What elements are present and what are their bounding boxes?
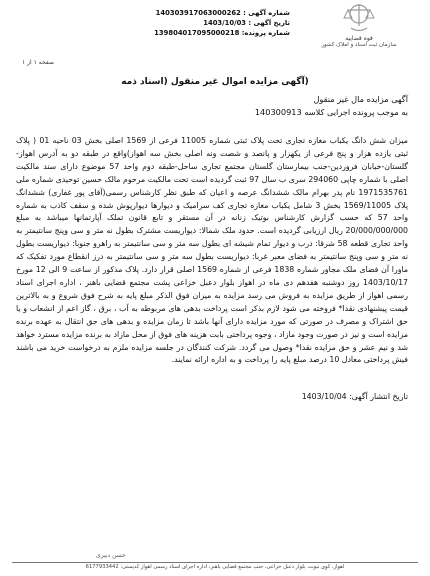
notice-number-label: شماره آگهی : xyxy=(243,9,290,17)
footer-address: اهواز، کوی نبوت، بلوار دعبل خزاعی، جنب مجتمع قضایی باهنر، اداره اجرای اسناد رسمی اهواز کدپستی: 6177933442 xyxy=(85,564,345,570)
notice-number: 140303917063000262 xyxy=(155,9,241,17)
body-paragraph: میزان شش دانگ یکباب مغازه تجاری تحت پلاک ثبتی شماره 11005 فرعی از 1569 اصلی بخش 03 ناحیه 01 ( پلاک ثبتی یازده هزار و پنج فرعی از یکهزار و پانصد و شصت ونه اصلی بخش سه اهواز)واقع در طبقه دو به آدرس اهواز-گلستان-خیابان فروردین-جنب بیمارستان گلستان مجتمع تجاری ساحل-طبقه دوم واحد 57 موضوع دارای سند مالکیت اصلی با شماره چاپی 294060 سری ب سال 97 ثبت گردیده است تحت مالکیت مرحوم مالک حسین توحیدی شماره ملی 1971535761 نام پدر بهرام مالک ششدانگ عرصه و اعیان که طبق نظر کارشناس رسمی(آقای پور غفاری) ششدانگ پلاک 1569/11005 بخش 3 شامل یکباب مغازه تجاری کف سرامیک و دیوارها دیوارپوش شده و سقف کاذب به شماره واحد 57 که حسب گزارش کارشناس بوتیک زنانه در آن مستقر و تابع قانون تملک آپارتمانها میباشد به مبلغ 20/000/000/000 ریال ارزیابی گردیده است. حدود ملک شمالا: دیواریست مشترک بطول نه متر و سی وپنج سانتیمتر به واحد تجاری قطعه 58 شرقا: درب و دیوار تمام شیشه ای بطول سه متر و سی سانتیمتر به راهرو جنوبا: دیواریست بطول نه متر و سی وپنج سانتیمتر به فضای معبر غربا: دیواریست بطول سه متر و سی سانتیمتر به درز انقطاع مورد تفکیک که ماورا آن فضای ملک مجاور شماره 1838 فرعی از شماره 1569 اصلی قرار دارد. پلاک مذکور از ساعت 9 الی 12 مورخ 1403/10/17 روز دوشنبه هفدهم دی ماه در اهواز بلوار دعبل خزاعی پشت مجتمع قضایی باهنر ، اداره اجرای اسناد رسمی اهواز از طریق مزایده به فروش می رسد مزایده به میزان فوق الذکر مبلغ پایه به شرح فوق شروع و به بالاترین قیمت پیشنهادی نقدا* فروخته می شود لازم بذکر است پرداخت بدهی های مربوطه به آب ، برق ، گاز اعم از انشعاب و یا حق اشتراک و مصرف در صورتی که مورد مزایده دارای آنها باشد تا زمان مزایده و بدهی های حق انتقال به عهده برنده مزایده است و نیز در صورت وجود مازاد ، وجوه پرداختی بابت هزینه های فوق از محل مازاد به برنده مزایده مسترد خواهد شد و نیم عشر و حق مزایده نقدا* وصول می گردد. شرکت کنندگان در جلسه مزایده ملزم به درخواست خرید می باشند فیش پرداختی معادل 10 درصد مبلغ پایه را پرداخت و به اداره ارائه نمایند. xyxy=(16,136,409,365)
case-number: 139804017095000218 xyxy=(154,29,240,37)
subtitle xyxy=(18,93,408,119)
auction-body xyxy=(16,135,408,367)
subtitle-line: به موجب پرونده اجرایی کلاسه 140300913 xyxy=(254,107,408,117)
org-header xyxy=(294,0,424,48)
notice-date-label: تاریخ آگهی : xyxy=(248,19,290,27)
org-subname: سازمان ثبت اسناد و املاک کشور xyxy=(321,42,397,48)
judiciary-emblem-icon xyxy=(337,0,381,34)
case-number-label: شماره پرونده: xyxy=(241,29,290,37)
document-title: (آگهی مزایده اموال غیر منقول (اسناد ذمه xyxy=(121,77,309,87)
footer-divider xyxy=(12,562,418,563)
org-name: قوه قضاییه xyxy=(345,35,373,42)
notice-date-row xyxy=(150,18,290,28)
case-number-row xyxy=(150,28,290,38)
notice-meta xyxy=(150,8,290,38)
publish-date: تاریخ انتشار آگهی: 1403/10/04 xyxy=(301,392,408,401)
page-indicator: صفحه ۱ از ۱ xyxy=(22,59,54,66)
signature: حسن دبیری xyxy=(96,552,126,559)
notice-date: 1403/10/03 xyxy=(203,19,247,27)
subtitle-line: آگهی مزایده مال غیر منقول xyxy=(313,94,408,104)
notice-number-row xyxy=(150,8,290,18)
